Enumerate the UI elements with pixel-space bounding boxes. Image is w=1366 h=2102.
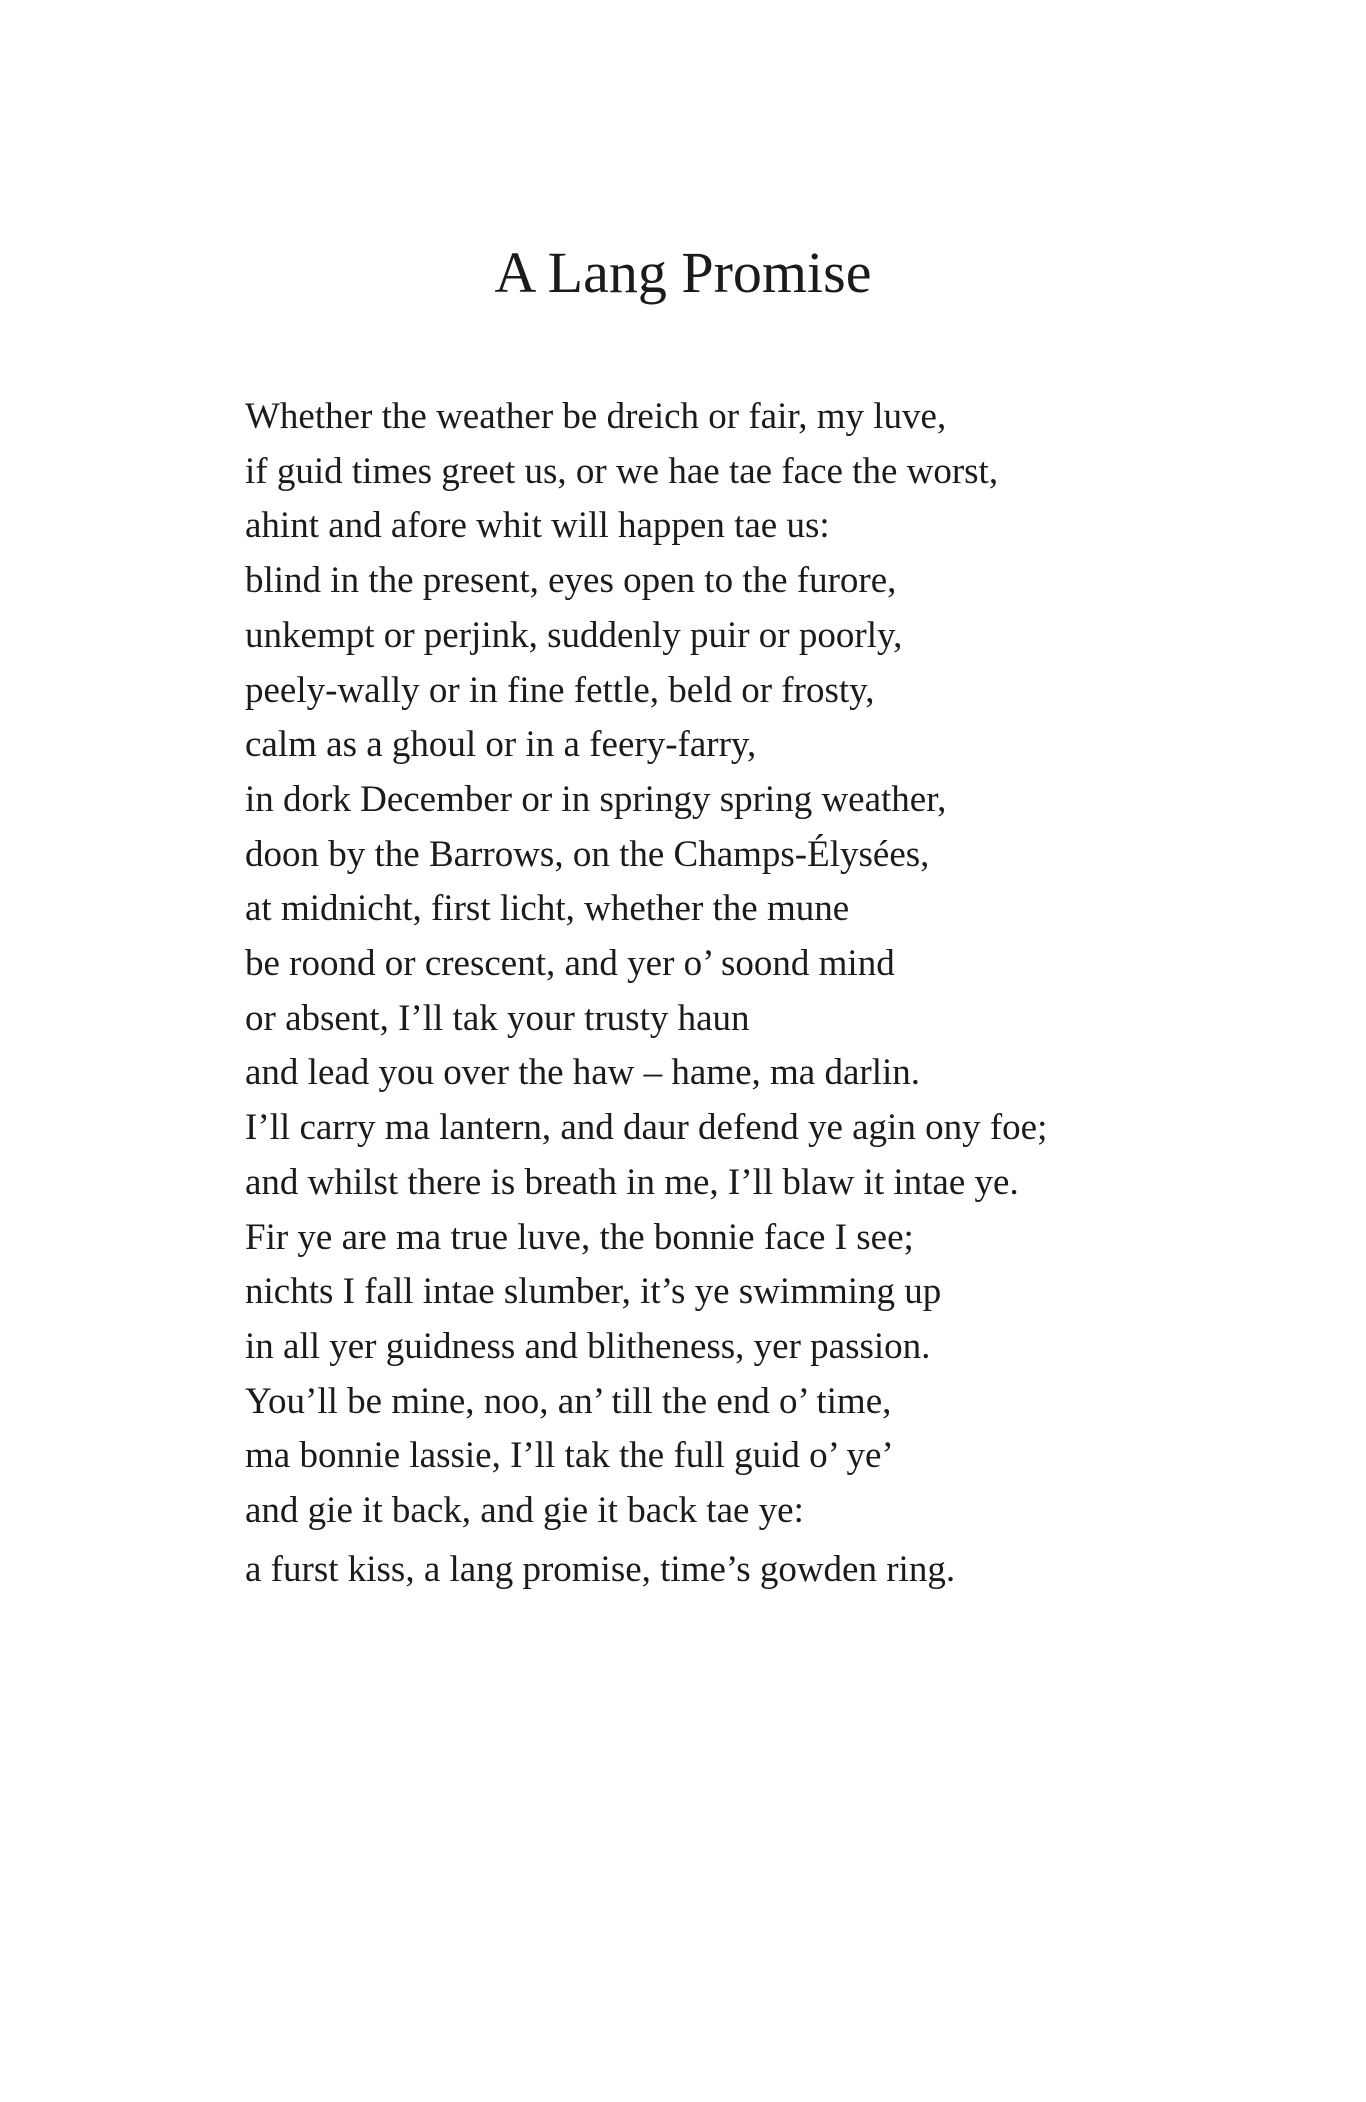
- poem-line: doon by the Barrows, on the Champs-Élysées,: [245, 833, 930, 875]
- poem-line: and gie it back, and gie it back tae ye:: [245, 1490, 804, 1532]
- poem-line: blind in the present, eyes open to the furore,: [245, 560, 897, 602]
- poem-line: You’ll be mine, noo, an’ till the end o’ time,: [245, 1380, 892, 1422]
- poem-line: ahint and afore whit will happen tae us:: [245, 505, 830, 547]
- poem-line: be roond or crescent, and yer o’ soond mind: [245, 943, 895, 985]
- poem-line: peely-wally or in fine fettle, beld or frosty,: [245, 669, 875, 711]
- poem-line: if guid times greet us, or we hae tae face the worst,: [245, 450, 999, 492]
- poem-line: in all yer guidness and blitheness, yer passion.: [245, 1325, 931, 1367]
- poem-line: or absent, I’ll tak your trusty haun: [245, 997, 750, 1039]
- poem-line: Whether the weather be dreich or fair, my luve,: [245, 396, 947, 437]
- poem-line: and whilst there is breath in me, I’ll blaw it intae ye.: [245, 1161, 1019, 1203]
- poem-line: in dork December or in springy spring weather,: [245, 778, 947, 820]
- poem-line: ma bonnie lassie, I’ll tak the full guid o’ ye’: [245, 1435, 894, 1477]
- poem-line: unkempt or perjink, suddenly puir or poorly,: [245, 614, 903, 656]
- poem-body: [245, 390, 1325, 1597]
- poem-line: Fir ye are ma true luve, the bonnie face I see;: [245, 1216, 914, 1258]
- poem-line: nichts I fall intae slumber, it’s ye swimming up: [245, 1271, 942, 1313]
- poem-line: and lead you over the haw – hame, ma darlin.: [245, 1052, 921, 1094]
- poem-line: calm as a ghoul or in a feery-farry,: [245, 724, 757, 766]
- poem-line: a furst kiss, a lang promise, time’s gowden ring.: [245, 1548, 956, 1590]
- poem-line: I’ll carry ma lantern, and daur defend ye agin ony foe;: [245, 1107, 1048, 1149]
- poem-line: at midnicht, first licht, whether the mune: [245, 888, 850, 930]
- poem-title: A Lang Promise: [494, 240, 872, 305]
